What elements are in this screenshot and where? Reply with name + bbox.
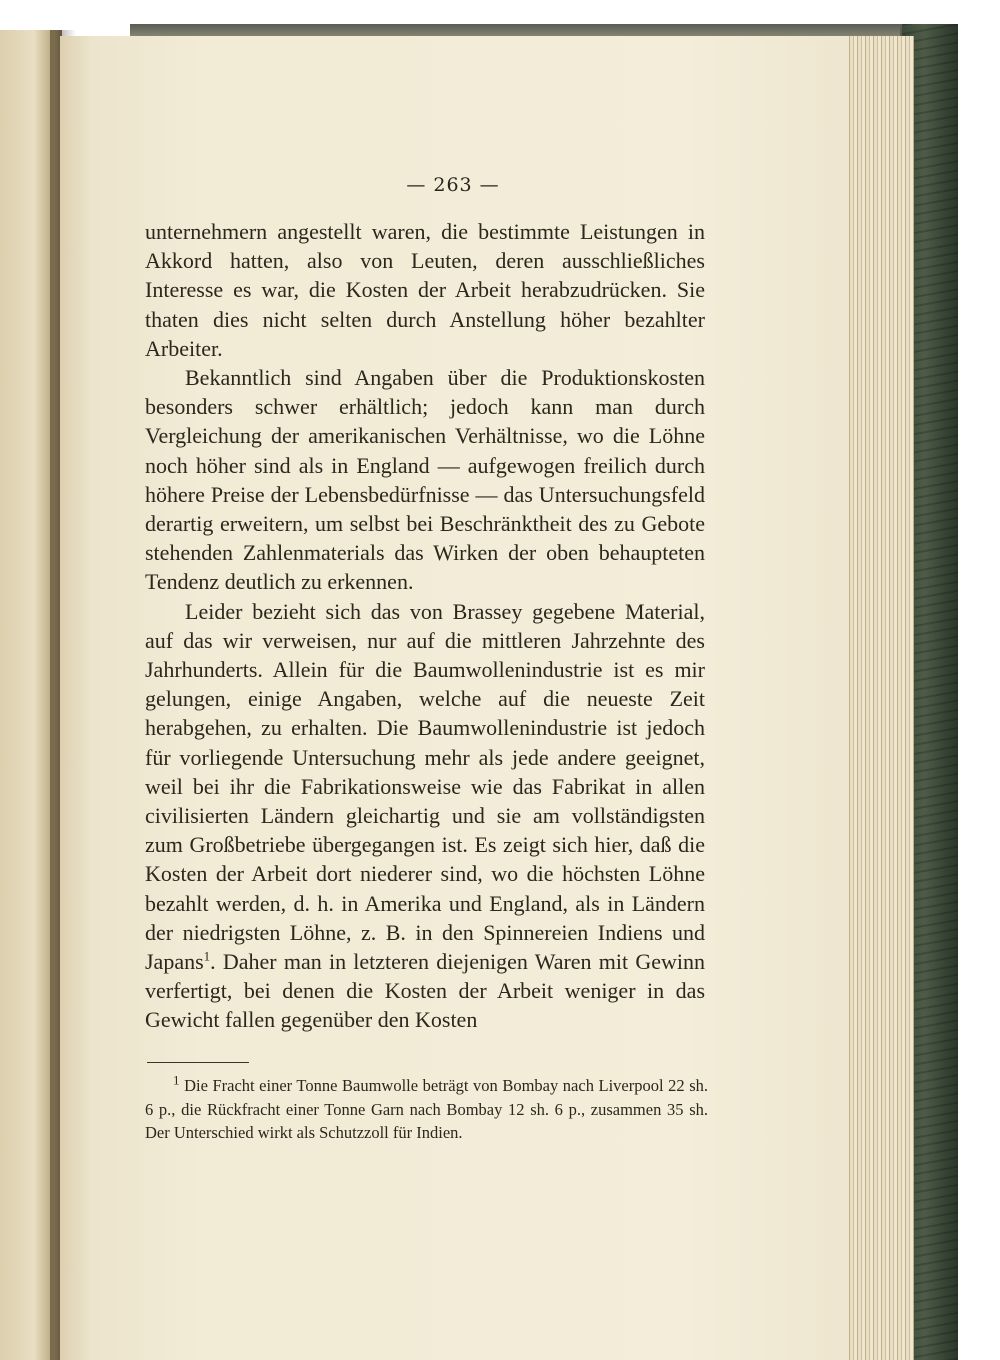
footnote xyxy=(145,1074,708,1145)
body-text xyxy=(145,217,705,1035)
footnote-mark: 1 xyxy=(173,1072,180,1088)
paragraph-3 xyxy=(145,597,705,1035)
page-number: — 263 — xyxy=(406,174,500,196)
footnote-text: Die Fracht einer Tonne Baumwolle beträgt von Bombay nach Liverpool 22 sh. 6 p., die Rückfracht einer Tonne Garn nach Bombay 12 sh. 6 p., zusammen 35 sh. Der Unterschied wirkt als Schutzzoll für Indien. xyxy=(145,1076,709,1142)
paragraph-2: Bekanntlich sind Angaben über die Produktionskosten besonders schwer erhältlich; jedoch kann man durch Vergleichung der amerikanischen Verhältnisse, wo die Löhne noch höher sind als in England — aufgewogen freilich durch höhere Preise der Lebensbedürfnisse — das Untersuchungsfeld derartig erweitern, um selbst bei Beschränktheit des zu Gebote stehenden Zahlenmaterials das Wirken der oben behaupteten Tendenz deutlich zu erkennen. xyxy=(145,365,705,595)
footnote-reference[interactable]: 1 xyxy=(203,948,211,964)
paragraph-3-text-before-note: Leider bezieht sich das von Brassey gegebene Material, auf das wir verweisen, nur auf die mittleren Jahrzehnte des Jahrhunderts. Allein für die Baumwollenindustrie ist es mir gelungen, einige Angaben, welche auf die neueste Zeit herabgehen, zu erhalten. Die Baumwollenindustrie ist jedoch für vorliegende Untersuchung mehr als jede andere geeignet, weil bei ihr die Fabrikationsweise wie das Fabrikat in allen civilisierten Ländern gleichartig und sie am vollständigsten zum Großbetriebe übergegangen ist. Es zeigt sich hier, daß die Kosten der Arbeit dort niederer sind, wo die höchsten Löhne bezahlt werden, d. h. in Amerika und England, als in Ländern der niedrigsten Löhne, z. B. in den Spinnereien Indiens und Japans xyxy=(145,598,705,975)
page-edges xyxy=(842,36,914,1360)
paragraph-3-text-after-note: . Daher man in letzteren diejenigen Waren mit Gewinn verfertigt, bei denen die Kosten der Arbeit weniger in das Gewicht fallen gegenüber den Kosten xyxy=(145,949,705,1033)
footnote-divider xyxy=(147,1062,249,1063)
book-page xyxy=(60,36,846,1360)
paragraph-1: unternehmern angestellt waren, die bestimmte Leistungen in Akkord hatten, also von Leuten, deren ausschließliches Interesse es war, die Kosten der Arbeit herabzudrücken. Sie thaten dies nicht selten durch Anstellung höher bezahlter Arbeiter. xyxy=(145,219,705,361)
